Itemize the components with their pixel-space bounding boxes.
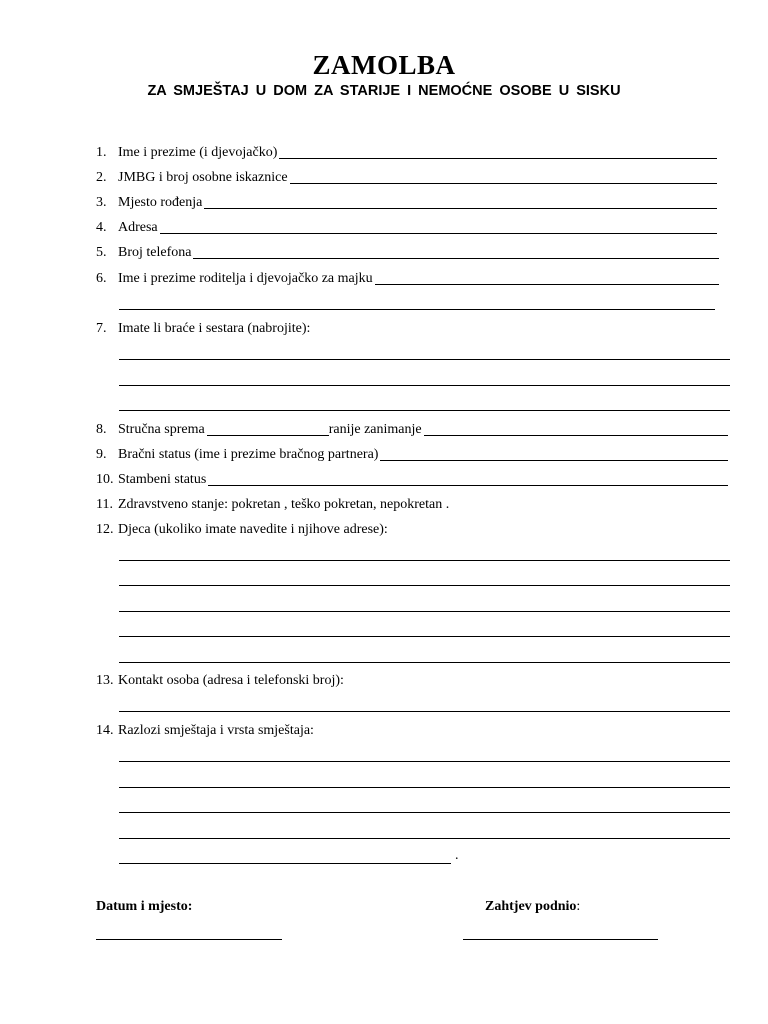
field-label-occupation: ranije zanimanje (328, 422, 422, 437)
field-phone (96, 243, 719, 263)
full-name-blank[interactable] (279, 143, 717, 159)
children-line-5[interactable] (119, 662, 730, 663)
field-label: Imate li braće i sestara (nabrojite): (118, 321, 311, 336)
item-number: 12. (96, 522, 114, 537)
item-number: 7. (96, 321, 107, 336)
field-label: Ime i prezime roditelja i djevojačko za majku (118, 271, 373, 286)
item-number: 1. (96, 145, 107, 160)
jmbg-id-blank[interactable] (290, 168, 717, 184)
field-label: Razlozi smještaja i vrsta smještaja: (118, 723, 314, 738)
phone-blank[interactable] (193, 243, 719, 259)
requester-signature-blank[interactable] (463, 939, 658, 940)
field-label: Broj telefona (118, 245, 192, 260)
item-number: 6. (96, 271, 107, 286)
date-place-label: Datum i mjesto: (96, 899, 193, 914)
siblings-line-3[interactable] (119, 410, 730, 411)
reasons-line-3[interactable] (119, 812, 730, 813)
children-line-1[interactable] (119, 560, 730, 561)
contact-line-1[interactable] (119, 711, 730, 712)
field-label: Adresa (118, 220, 158, 235)
field-label: Zdravstveno stanje: pokretan , teško pokretan, nepokretan . (118, 497, 450, 512)
page-title: ZAMOLBA (312, 50, 456, 80)
page-subtitle: ZA SMJEŠTAJ U DOM ZA STARIJE I NEMOĆNE OSOBE U SISKU (147, 83, 621, 99)
field-children (96, 520, 728, 540)
field-full-name (96, 143, 717, 163)
field-label: Stambeni status (118, 472, 207, 487)
field-label: Bračni status (ime i prezime bračnog partnera) (118, 447, 379, 462)
marital-status-blank[interactable] (380, 445, 728, 461)
field-label: Ime i prezime (i djevojačko) (118, 145, 278, 160)
field-birthplace (96, 193, 717, 213)
requester-colon: : (576, 899, 581, 914)
field-address (96, 218, 717, 238)
children-line-2[interactable] (119, 585, 730, 586)
siblings-line-2[interactable] (119, 385, 730, 386)
occupation-blank[interactable] (424, 420, 728, 436)
field-label: Stručna sprema (118, 422, 205, 437)
education-blank[interactable] (207, 420, 329, 436)
birthplace-blank[interactable] (204, 193, 717, 209)
children-line-3[interactable] (119, 611, 730, 612)
field-placement-reasons (96, 721, 728, 741)
item-number: 5. (96, 245, 107, 260)
reasons-line-4[interactable] (119, 838, 730, 839)
requester-label (485, 899, 580, 915)
item-number: 13. (96, 673, 114, 688)
children-line-4[interactable] (119, 636, 730, 637)
date-place-blank[interactable] (96, 939, 282, 940)
reasons-line-1[interactable] (119, 761, 730, 762)
item-number: 8. (96, 422, 107, 437)
trailing-period: . (455, 848, 459, 863)
reasons-line-2[interactable] (119, 787, 730, 788)
item-number: 2. (96, 170, 107, 185)
requester-label-text: Zahtjev podnio (485, 899, 577, 914)
field-contact-person (96, 671, 728, 691)
field-health-condition (96, 495, 728, 515)
field-label: Mjesto rođenja (118, 195, 203, 210)
field-label: Djeca (ukoliko imate navedite i njihove adrese): (118, 522, 388, 537)
field-label: Kontakt osoba (adresa i telefonski broj): (118, 673, 344, 688)
item-number: 11. (96, 497, 113, 512)
field-label: JMBG i broj osobne iskaznice (118, 170, 288, 185)
field-parents (96, 269, 719, 289)
field-education (96, 420, 728, 440)
parents-blank[interactable] (375, 269, 719, 285)
field-siblings (96, 319, 696, 339)
reasons-line-5[interactable] (119, 863, 451, 864)
housing-status-blank[interactable] (208, 470, 728, 486)
field-marital-status (96, 445, 728, 465)
item-number: 9. (96, 447, 107, 462)
item-number: 3. (96, 195, 107, 210)
address-blank[interactable] (160, 218, 717, 234)
field-jmbg-id (96, 168, 717, 188)
field-housing-status (96, 470, 728, 490)
item-number: 14. (96, 723, 114, 738)
siblings-line-1[interactable] (119, 359, 730, 360)
parents-extra-line[interactable] (119, 309, 715, 310)
item-number: 10. (96, 472, 114, 487)
item-number: 4. (96, 220, 107, 235)
